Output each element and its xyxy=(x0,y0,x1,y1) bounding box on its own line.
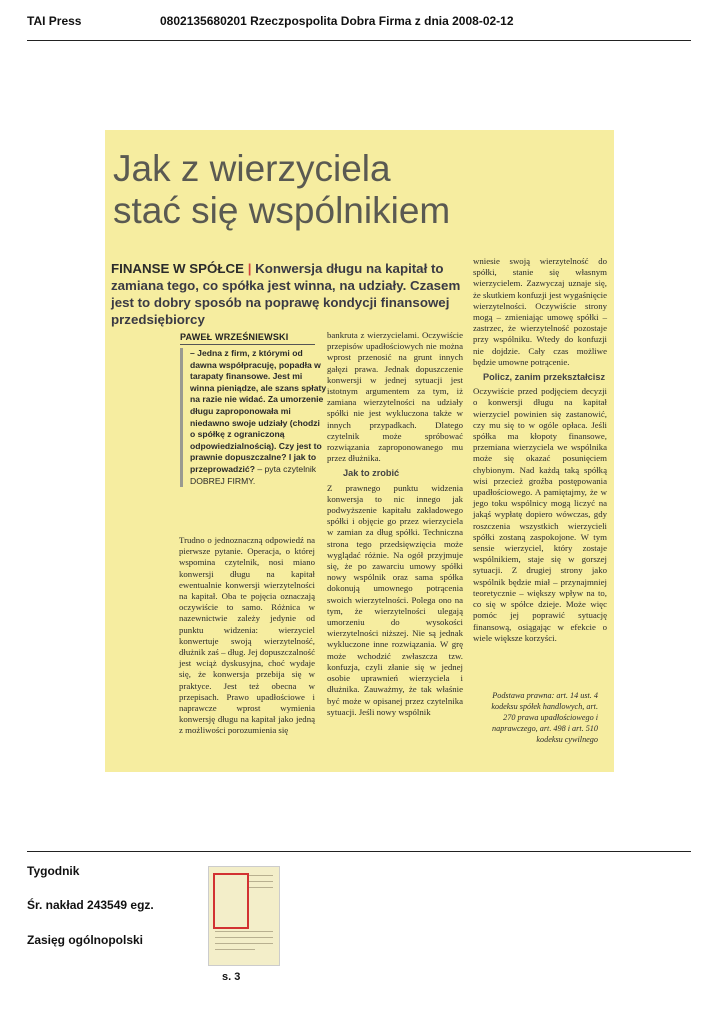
document-reference: 0802135680201 Rzeczpospolita Dobra Firma z dnia 2008-02-12 xyxy=(160,14,514,28)
column-3-body: wniesie swoją wierzytelność do spółki, stanie się własnym wierzycielem. Zazwyczaj uznaje się, że skutkiem konfuzji jest wygaśnięcie wierzytelności. Oczywiście strony mogą – zmieniając umowę spółki – zastrzec, że wierzytelność pozostaje przy wspólniku. Wtedy do konfuzji nie dojdzie. Cały czas możliwe będzie umowne potrącenie. xyxy=(473,256,607,367)
thumb-line xyxy=(249,887,273,888)
thumb-line xyxy=(249,881,273,882)
column-1-body: Trudno o jednoznaczną odpowiedź na pierwsze pytanie. Operacja, o której wspomina czytelnik, nosi miano konwersji długu na kapitał ewentualnie konwersji wierzytelności na kapitał. Oba te pojęcia oznaczają oczywiście to samo. Różnica w nazewnictwie zależy jedynie od punktu widzenia: wierzyciel konwertuje swoją wierzytelność, dłużnik zaś – dług. Jej dopuszczalność jest wciąż dyskusyjna, choć wydaje się, że konwersja przebija się w praktyce. Jest też obecna w przepisach. Prawo upadłościowe i naprawcze wprost wymienia konwersję długu na kapitał jako jedną z możliwości porozumienia się xyxy=(179,535,315,736)
title-line-2: stać się wspólnikiem xyxy=(113,190,451,231)
reader-question xyxy=(180,348,327,487)
column-2-body-continued: Z prawnego punktu widzenia konwersja to nic innego jak podwyższenie kapitału zakładowego spółki i objęcie go przez wierzyciela w zamian za dług spółki. Techniczna strona tego przedsięwzięcia może wyglądać różnie. Na ogół przyjmuje się, że po zawarciu umowy spółki nowy wspólnik oraz sama spółka dokonują umownego potrącenia swoich wierzytelności. Polega ono na tym, że wierzytelności ulegają umorzeniu do wysokości wierzytelności niższej. Nie są jednak wykluczone inne rozwiązania. W grę może wchodzić zwłaszcza tzw. konfuzja, czyli złanie się w jednej osobie uprawnień wierzyciela i dłużnika. Zauważmy, że tak właśnie być może w opisanej przez czytelnika sytuacji. Jeśli nowy wspólnik xyxy=(327,482,463,717)
footer-divider xyxy=(27,851,691,852)
thumb-line xyxy=(249,875,273,876)
reach: Zasięg ogólnopolski xyxy=(27,933,144,947)
title-line-1: Jak z wierzyciela xyxy=(113,148,391,189)
subheading-calculate: Policz, zanim przekształcisz xyxy=(483,372,606,383)
page-number: s. 3 xyxy=(222,971,241,983)
subheading-how-to: Jak to zrobić xyxy=(343,468,400,479)
section-kicker: FINANSE W SPÓŁCE xyxy=(111,261,244,276)
thumb-line xyxy=(215,931,273,932)
circulation: Śr. nakład 243549 egz. xyxy=(27,898,154,912)
lead-text: Konwersja długu na kapitał to zamiana tego, co spółka jest winna, na udziały. Czasem jest to dobry sposób na poprawę kondycji finansowej przedsiębiorcy xyxy=(111,261,461,327)
question-attribution: – pyta czytelnik DOBREJ FIRMY. xyxy=(190,463,317,486)
legal-basis: Podstawa prawna: art. 14 ust. 4 kodeksu spółek handlowych, art. 270 prawa upadłościowego i naprawczego, art. 498 i art. 510 kodeksu cywilnego xyxy=(491,691,598,744)
column-2 xyxy=(327,330,463,718)
thumb-line xyxy=(215,937,273,938)
article-location-marker xyxy=(213,873,249,929)
thumb-line xyxy=(215,943,273,944)
column-3-body-continued: Oczywiście przed podjęciem decyzji o konwersji długu na kapitał wierzyciel powinien się zastanowić, czy mu się to w ogóle opłaca. Jeśli spółka ma kłopoty finansowe, przemiana wierzyciela we wspólnika może się okazać posunięciem chybionym. Nad każdą taką spółką wisi przecież groźba postępowania upadłościowego. A pamiętajmy, że w jego toku wspólnicy mogą liczyć na jakąś wypłatę dopiero wówczas, gdy roszczenia wszystkich wierzycieli spółki zostaną zaspokojone. W tym sensie wierzyciel, który zostaje wspólnikiem, staje się w gorszej sytuacji. Z drugiej strony jako wspólnik będzie miał – przynajmniej teoretycznie – większy wpływ na to, co się w spółce dzieje. Może więc pomóc jej poprawić sytuację finansową, osiągając w efekcie o wiele większe korzyści. xyxy=(473,386,607,643)
kicker-separator: | xyxy=(247,261,252,276)
author-byline: PAWEŁ WRZEŚNIEWSKI xyxy=(180,332,289,342)
article-title xyxy=(113,148,450,232)
column-3 xyxy=(473,256,607,644)
page-thumbnail[interactable] xyxy=(208,866,280,966)
article-lead xyxy=(111,260,467,328)
publication-frequency: Tygodnik xyxy=(27,864,80,878)
press-clipping xyxy=(105,130,614,772)
question-text: – Jedna z firm, z którymi od dawna współpracuję, popadła w tarapaty finansowe. Jest mi winna pieniądze, ale szans spłaty na razie nie widać. Za umorzenie długu zaproponowała mi niedawno swoje udziały (chodzi o spółkę z ograniczoną odpowiedzialnością). Czy jest to prawnie dopuszczalne? I jak to przeprowadzić? xyxy=(190,348,327,474)
source-label: TAI Press xyxy=(27,14,82,28)
column-2-body: bankruta z wierzycielami. Oczywiście przepisów upadłościowych nie można wprost przenosić na grunt innych gałęzi prawa. Jednak dopuszczenie konwersji w jednej sytuacji jest istotnym argumentem za tym, iż zamiana wierzytelności na udziały spółki nie jest wykluczona także w innych przypadkach. Dlatego czytelnik może spróbować rozwiązania zaproponowanego mu przez dłużnika. xyxy=(327,330,463,464)
header-divider xyxy=(27,40,691,41)
thumb-line xyxy=(215,949,255,950)
byline-divider xyxy=(180,344,315,345)
